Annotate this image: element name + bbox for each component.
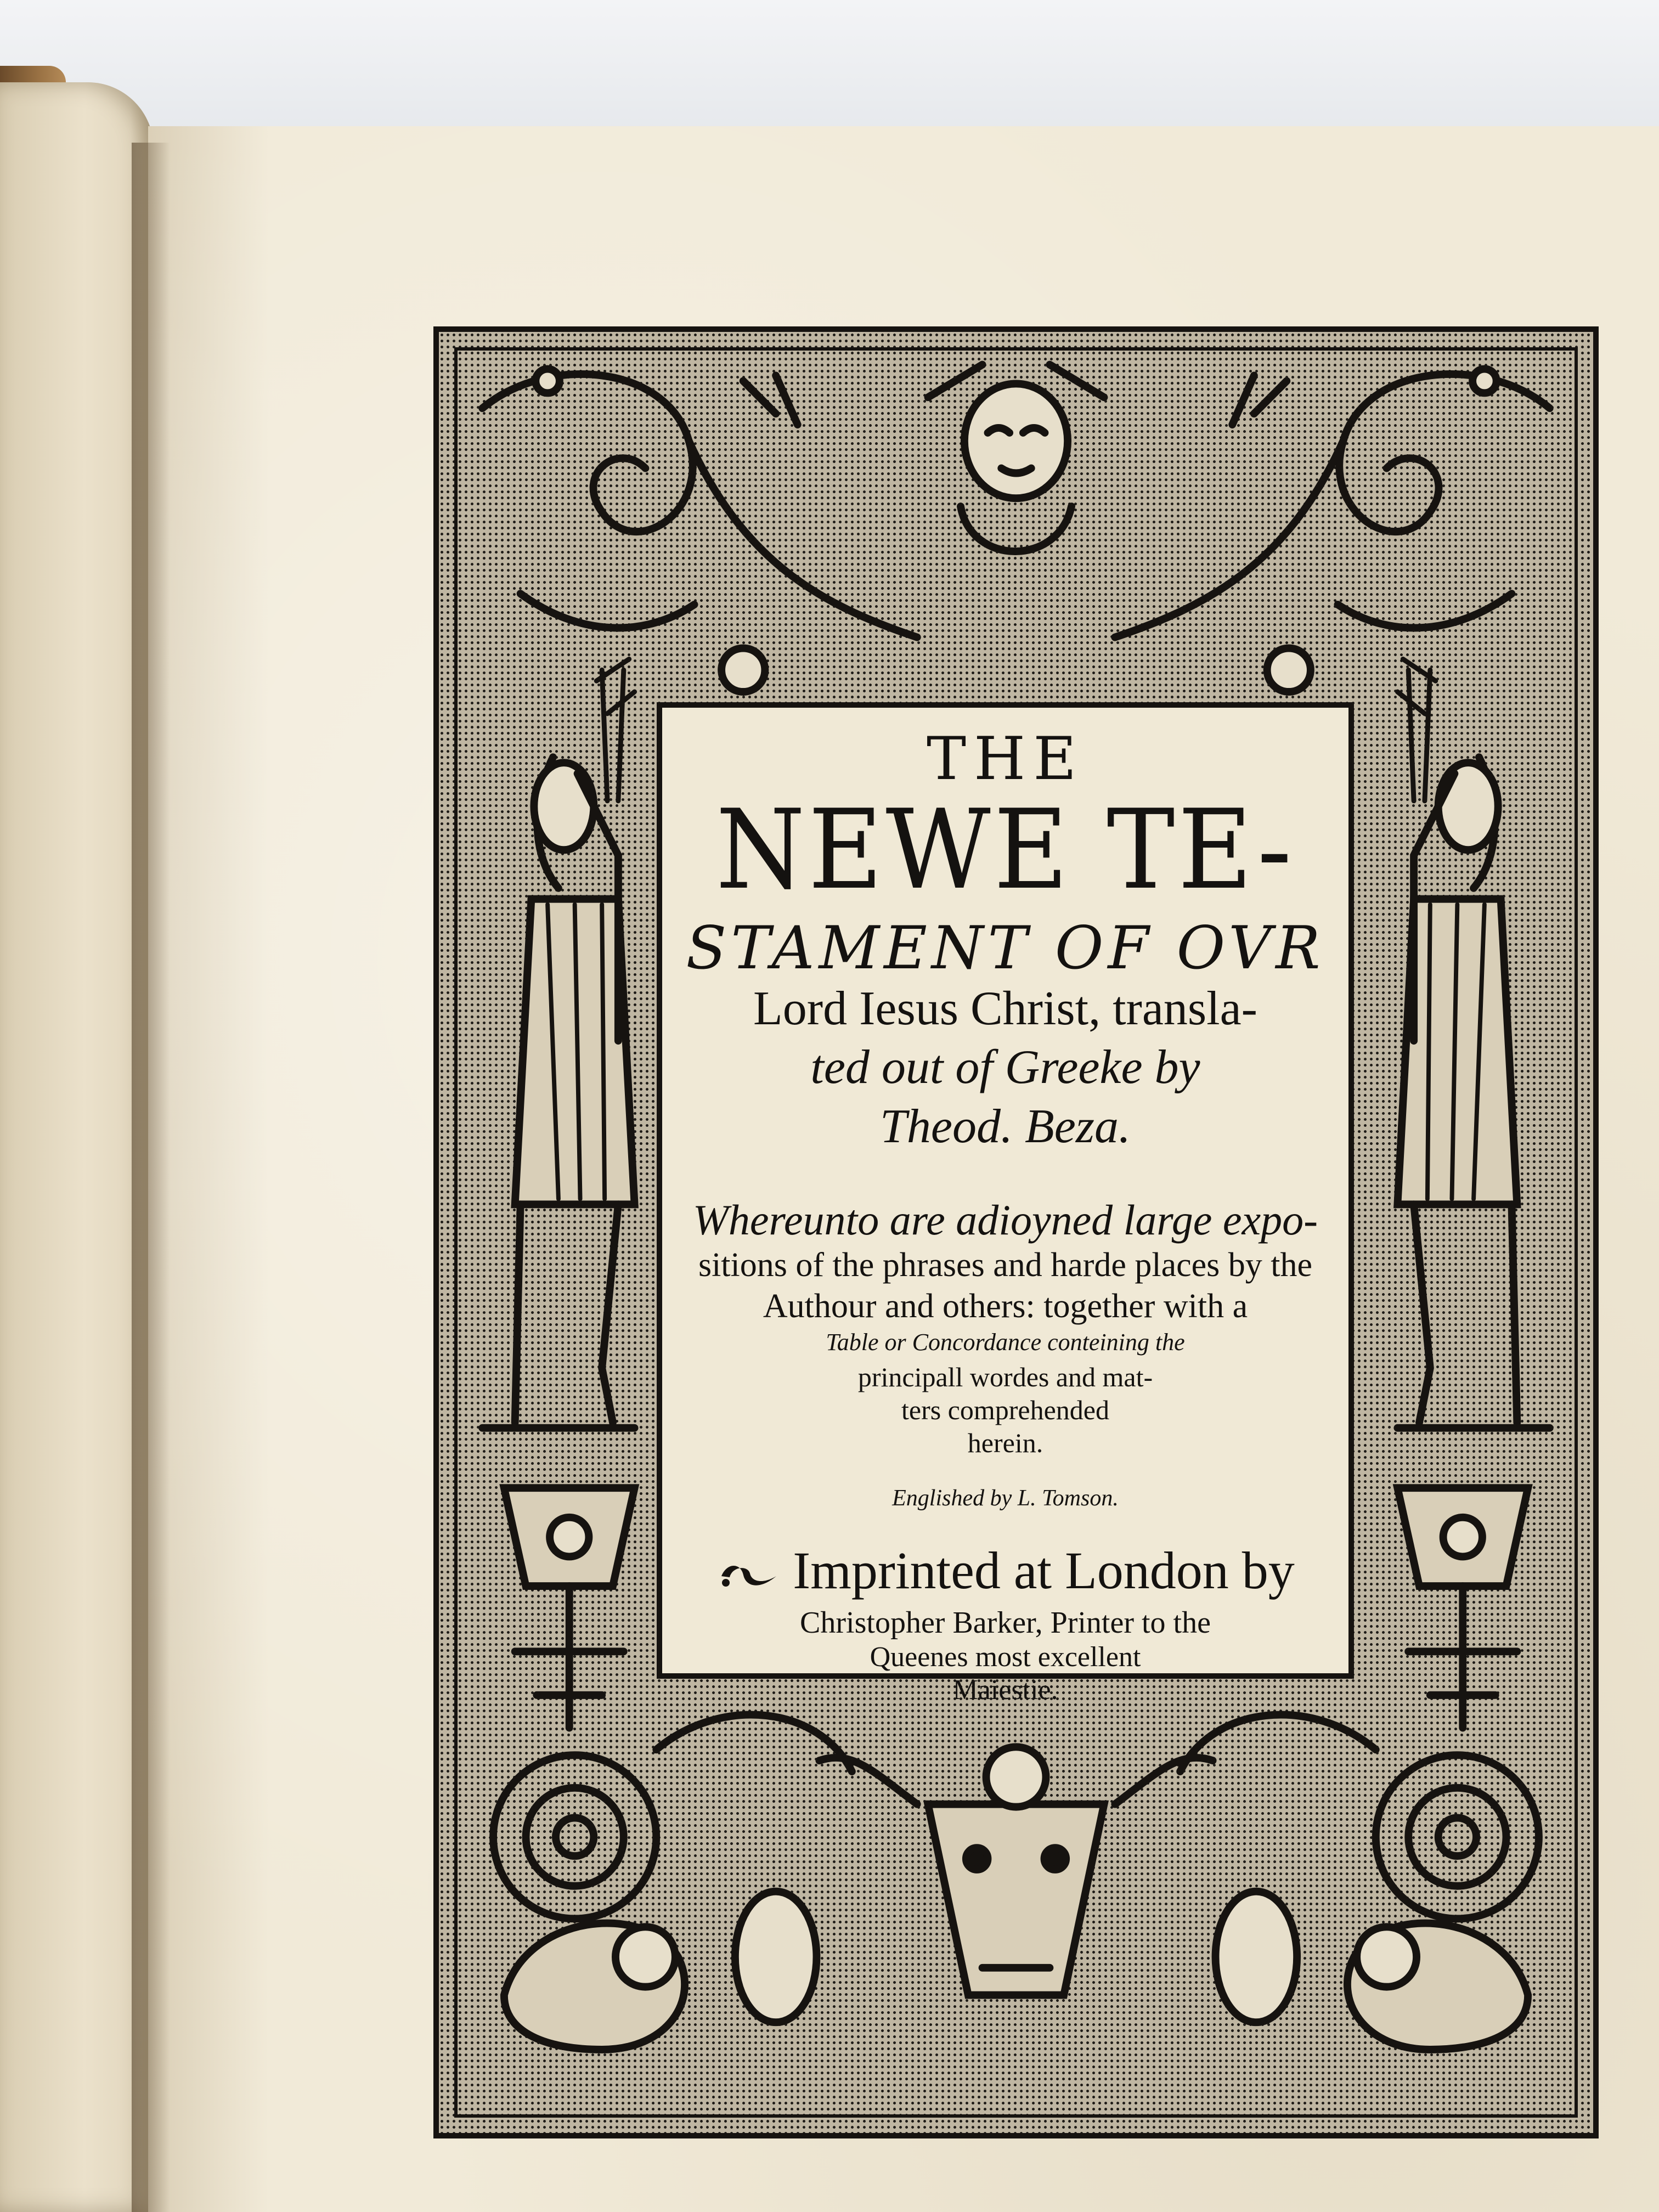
subtitle-ters: ters comprehended	[901, 1395, 1109, 1425]
subtitle-authour: Authour and others: together with a	[763, 1288, 1248, 1325]
page-gutter-shadow	[132, 143, 170, 2212]
title-newe-testament: NEWE TE-	[715, 786, 1295, 914]
translator-credit: Englished by L. Tomson.	[892, 1486, 1119, 1511]
imprint-text: Imprinted at London by	[793, 1541, 1295, 1600]
title-stament-of-our: STAMENT OF OVR	[686, 914, 1325, 983]
subtitle-whereunto: Whereunto are adioyned large expo-	[692, 1196, 1318, 1244]
printer-queenes: Queenes most excellent	[870, 1641, 1141, 1673]
title-page	[148, 126, 1659, 2212]
fleuron-icon	[716, 1560, 782, 1593]
subtitle-sitions: sitions of the phrases and harde places by the	[698, 1246, 1313, 1284]
woodcut-border	[433, 326, 1599, 2138]
imprint-line	[662, 1541, 1348, 1600]
subtitle-principall: principall wordes and mat-	[857, 1362, 1153, 1392]
subtitle-herein: herein.	[967, 1427, 1043, 1458]
subtitle-table: Table or Concordance conteining the	[826, 1329, 1185, 1356]
title-the: THE	[926, 725, 1085, 793]
title-lord-iesus: Lord Iesus Christ, transla-	[753, 982, 1257, 1035]
printer-maiestie: Maiestie.	[952, 1674, 1058, 1706]
printer-name: Christopher Barker, Printer to the	[800, 1606, 1211, 1640]
title-translated: ted out of Greeke by	[810, 1041, 1200, 1094]
title-text-panel	[657, 702, 1354, 1706]
left-page-edge	[0, 82, 154, 2212]
title-beza: Theod. Beza.	[879, 1100, 1131, 1153]
